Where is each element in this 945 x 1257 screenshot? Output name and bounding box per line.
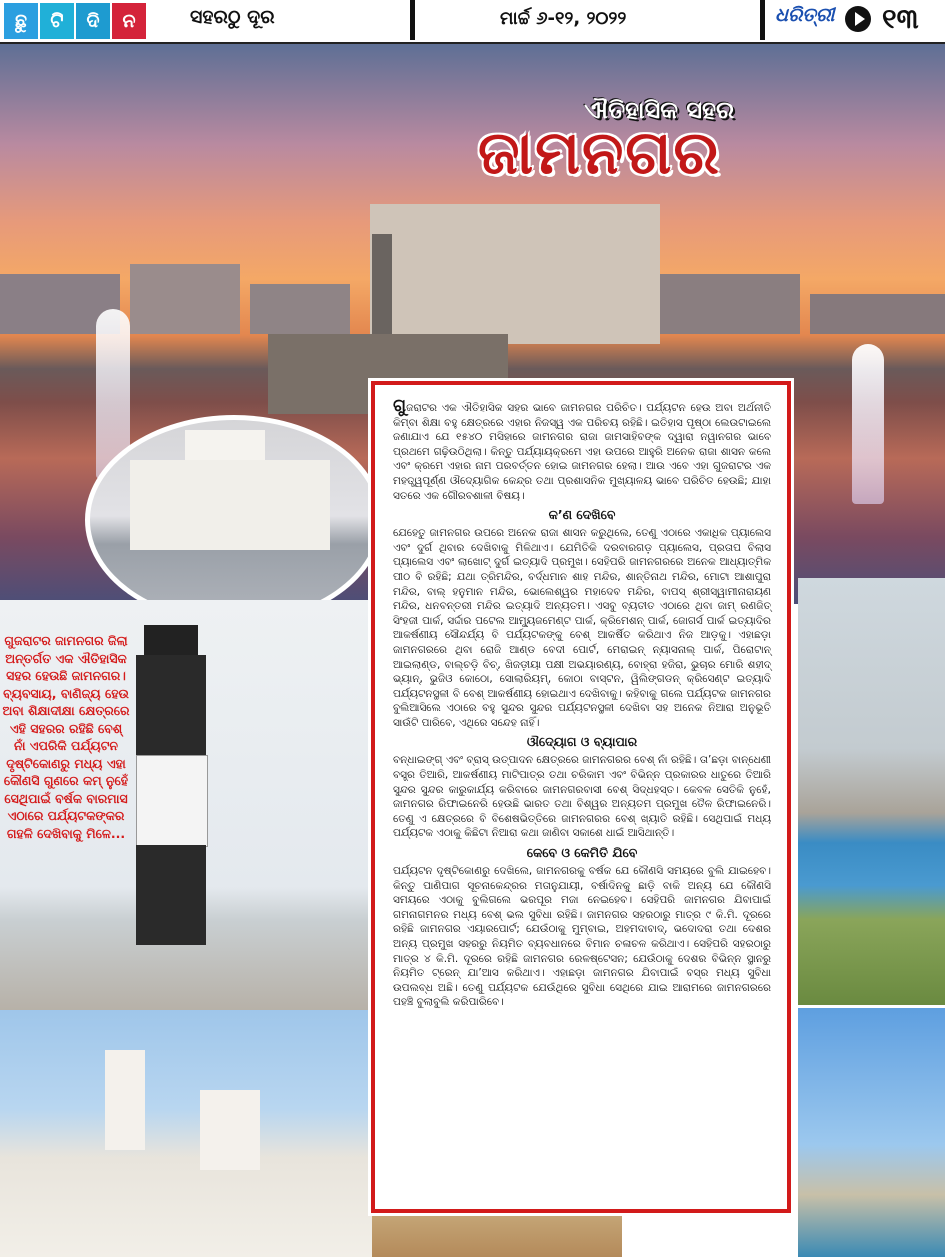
brand-letter: ନ (112, 3, 146, 39)
page-title: ଜାମନଗର (478, 118, 721, 188)
brand-letter: ଦି (76, 3, 110, 39)
article-intro (393, 396, 771, 503)
play-icon (845, 6, 871, 32)
photo-temple (0, 1010, 385, 1257)
subhead-when-how: କେବେ ଓ କେମିତି ଯିବେ (526, 845, 638, 861)
divider (410, 0, 415, 40)
intro-text: ଜରାଟର ଏକ ଐତିହାସିକ ସହର ଭାବେ ଜାମନଗର ପରିଚିତ। ପର୍ଯ୍ୟଟନ ହେଉ ଅବା ଅର୍ଥନୀତି କିମ୍ବା ଶିକ୍ଷା ବହୁ କ୍ଷେତ୍ରରେ ଏହାର ନିଜସ୍ୱ ଏକ ପରିଚୟ ରହିଛି। ଇତିହାସ ପୃଷ୍ଠା ଲେଉଟାଇଲେ ଜଣାଯାଏ ଯେ ୧୫୪୦ ମସିହାରେ ଜାମନଗର ରାଜା ଜାମସାହିବଙ୍କ ଦ୍ୱାରା ନୱାନଗର ଭାବେ ପ୍ରଥମେ ଗଢ଼ିଉଠିଥିଲା। କିନ୍ତୁ ପର୍ଯ୍ୟାୟକ୍ରମେ ଏହା ଉପରେ ଆହୁରି ଅନେକ ରାଜା ଶାସନ କଲେ ଏବଂ କ୍ରମେ ଏହାର ନାମ ପରବର୍ତ୍ତନ ହୋଇ ଜାମନଗର ହେଲା। ଆଉ ଏବେ ଏହା ଗୁଜରାଟର ଏକ ମହତ୍ତ୍ୱପୂର୍ଣ୍ଣ ଔଦ୍ୟୋଗିକ କେନ୍ଦ୍ର ତଥା ପ୍ରଶାସନିକ ମୁଖ୍ୟାଳୟ ଭାବେ ପରିଚିତ ହେଉଛି; ଯାହା ସତରେ ଏକ ଗୌରବଶାଳୀ ବିଷୟ। (393, 402, 771, 502)
paragraph-when-how: ପର୍ଯ୍ୟଟନ ଦୃଷ୍ଟିକୋଣରୁ ଦେଖିଲେ, ଜାମନଗରକୁ ବର୍ଷକ ଯେ କୌଣସି ସମୟରେ ବୁଲି ଯାଇହେବ। କିନ୍ତୁ ପାଣିପାଗ ସୂଚନାକେନ୍ଦ୍ରର ମତାନୁଯାୟୀ, ବର୍ଷାଦିନକୁ ଛାଡ଼ି ବାକି ଅନ୍ୟ ଯେ କୌଣସି ସମୟରେ ଏଠାକୁ ବୁଲିଗଲେ ଭରପୂର ମଜା ନେଇହେବ। ସେହିପରି ଜାମନଗର ଯିବାପାଇଁ ଗମନାଗମନର ମଧ୍ୟ ବେଶ୍ ଭଲ ସୁବିଧା ରହିଛି। ଜାମନଗର ସହରଠାରୁ ମାତ୍ର ୯ କି.ମି. ଦୂରରେ ରହିଛି ଜାମନଗର ଏୟାରପୋର୍ଟ; ଯେଉଁଠାକୁ ମୁମ୍ବାଇ, ଅହମଦାବାଦ୍, ଭଦୋଦରା ତଥା ଦେଶର ଅନ୍ୟ ପ୍ରମୁଖ ସହରରୁ ନିୟମିତ ବ୍ୟବଧାନରେ ବିମାନ ଚଳାଚଳ କରିଥାଏ। ସେହିପରି ସହରଠାରୁ ମାତ୍ର ୪ କି.ମି. ଦୂରରେ ରହିଛି ଜାମନଗର ରେଳଷ୍ଟେସନ; ଯେଉଁଠାକୁ ଦେଶର ବିଭିନ୍ନ ସ୍ଥାନରୁ ନିୟମିତ ଟ୍ରେନ୍ ଯା’ଆସ କରିଥାଏ। ଏହାଛଡ଼ା ଜାମନଗର ଯିବାପାଇଁ ବସ୍‌ର ମଧ୍ୟ ସୁବିଧା ଉପଲବ୍ଧ ଅଛି। ତେଣୁ ପର୍ଯ୍ୟଟକ ଯେଉଁଥିରେ ସୁବିଧା ସେଥିରେ ଯାଇ ଆରାମରେ ଜାମନଗରରେ ପହଞ୍ଚି ବୁଲାବୁଲି କରିପାରିବେ। (393, 865, 771, 1009)
fountain-right (852, 344, 884, 504)
section-brand (4, 3, 146, 39)
publication-name: ଧରିତ୍ରୀ (775, 4, 835, 26)
photo-lake-bottom (798, 1008, 945, 1257)
brand-letter: ଟି (40, 3, 74, 39)
title-kicker: ଐତିହାସିକ ସହର (584, 96, 735, 124)
palace-body (130, 460, 330, 550)
article-body (371, 381, 791, 1213)
section-title: ସହରଠୁ ଦୂର (190, 6, 275, 28)
lighthouse-band (136, 655, 206, 755)
intro-blurb: ଗୁଜରାଟର ଜାମନଗର ଜିଲା ଅନ୍ତର୍ଗତ ଏକ ଐତିହାସିକ ସହର ହେଉଛି ଜାମନଗର। ବ୍ୟବସାୟ, ବାଣିଜ୍ୟ ହେଉ ଅବା ଶିକ୍ଷାଦୀକ୍ଷା କ୍ଷେତ୍ରରେ ଏହି ସହରର ରହିଛି ବେଶ୍ ନାଁ ଏପରିକି ପର୍ଯ୍ୟଟନ ଦୃଷ୍ଟିକୋଣରୁ ମଧ୍ୟ ଏହା କୌଣସି ଗୁଣରେ କମ୍ ନୁହେଁ ସେଥିପାଇଁ ବର୍ଷକ ବାରମାସ ଏଠାରେ ପର୍ଯ୍ୟଟକଙ୍କର ଗହଳି ଦେଖିବାକୁ ମିଳେ... (2, 633, 130, 841)
page-header (0, 0, 945, 44)
publication-logo (775, 4, 834, 26)
inset-photo-palace (85, 415, 383, 625)
lakhota-palace (370, 204, 660, 344)
lighthouse-band (136, 845, 206, 945)
lighthouse-band (136, 755, 208, 847)
temple-spire (105, 1050, 145, 1150)
temple-dome (200, 1090, 260, 1170)
paragraph-industry: ବନ୍ଧାଇଙ୍ଗ୍ ଏବଂ ବ୍ରାସ୍ ଉତ୍ପାଦନ କ୍ଷେତ୍ରରେ ଜାମନଗରର ବେଶ୍ ନାଁ ରହିଛି। ତା’ଛଡ଼ା ବାନ୍ଧେଣୀ ବସ୍ତ୍ର ତିଆରି, ଆକର୍ଷଣୀୟ ମାଟିପାତ୍ର ତଥା ଚରିକାମ ଏବଂ ବିଭିନ୍ନ ପ୍ରକାରର ଧାତୁରେ ତିଆରି ସୁନ୍ଦର ସୁନ୍ଦର କାରୁକାର୍ଯ୍ୟ କରିବାରେ ଜାମନଗରବାସୀ ବେଶ୍ ସିଦ୍ଧହସ୍ତ। କେବଳ ସେତିକି ନୁହେଁ, ଜାମନଗର ରିଫାଇନେରି ହେଉଛି ଭାରତ ତଥା ବିଶ୍ୱର ଅନ୍ୟତମ ପ୍ରମୁଖ ତୈଳ ରିଫାଇନେରି। ତେଣୁ ଏ କ୍ଷେତ୍ରରେ ବି ବିଶେଷଭିତ୍ତିରେ ଜାମନଗରର ବେଶ୍ ଖ୍ୟାତି ରହିଛି। ସେଥିପାଇଁ ମଧ୍ୟ ପର୍ଯ୍ୟଟକ ଏଠାକୁ କିଛିଟା ନିଆରା କଥା ଜାଣିବା ସକାଶେ ଧାଇଁ ଆସିଥାନ୍ତି। (393, 754, 771, 840)
photo-dam-lake (798, 578, 945, 1005)
subhead-what-to-see: କ’ଣ ଦେଖିବେ (548, 507, 616, 523)
lighthouse-lantern (144, 625, 198, 655)
paragraph-what-to-see: ଯେହେତୁ ଜାମନଗର ଉପରେ ଅନେକ ରାଜା ଶାସନ କରୁଥିଲେ, ତେଣୁ ଏଠାରେ ଏକାଧିକ ପ୍ୟାଲେସ ଏବଂ ଦୁର୍ଗ ଥିବାର ଦେଖିବାକୁ ମିଳିଥାଏ। ଯେମିତିକି ଦରବାରଗଡ଼ ପ୍ୟାଲେସ, ପ୍ରତାପ ବିଲାସ ପ୍ୟାଲେସ ଏବଂ ଲାଖୋଟ୍ ଦୁର୍ଗ ଇତ୍ୟାଦି ପ୍ରମୁଖ। ସେହିପରି ଜାମନଗରରେ ଅନେକ ଆଧ୍ୟାତ୍ମିକ ପୀଠ ବି ରହିଛି; ଯଥା ତ୍ରିମନ୍ଦିର, ବର୍ଦ୍ଧମାନ ଶାହ ମନ୍ଦିର, ଶାନ୍ତିନାଥ ମନ୍ଦିର, ମୋଟା ଆଶାପୁରା ମନ୍ଦିର, ବାଲ୍ ହନୁମାନ ମନ୍ଦିର, ଭୋଲେଶ୍ୱର ମହାଦେବ ମନ୍ଦିର, ବାପସ୍ ଶ୍ରୀସ୍ୱାମୀନାରାୟଣ ମନ୍ଦିର, ଧନବନ୍ତରୀ ମନ୍ଦିର ଇତ୍ୟାଦି ଅନ୍ୟତମ। ଏସବୁ ବ୍ୟତୀତ ଏଠାରେ ଥିବା ଜାମ୍ ରଣଜିତ୍ ସିଂହଜୀ ପାର୍କ, ସର୍ଦ୍ଦାର ପଟେଲ ଆମ୍ୟୁଜମେଣ୍ଟ ପାର୍କ, କ୍ରିମେଶନ୍ ପାର୍କ, ଜୋଗର୍ସ ପାର୍କ ଇତ୍ୟାଦିର ଆକର୍ଷଣୀୟ ସୌନ୍ଦର୍ଯ୍ୟ ବି ପର୍ଯ୍ୟଟକଙ୍କୁ ବେଶ୍ ଆକର୍ଷିତ କରିଥାଏ ନିଜ ଆଡ଼କୁ। ଏହାଛଡ଼ା ଜାମନଗରରେ ଥିବା ରୋଜି ଆଣ୍ଡ ବେଦୀ ପୋର୍ଟ, ମେରାଇନ୍ ନ୍ୟାସନାଲ୍ ପାର୍କ, ପିରୋଟାନ୍ ଆଇଲାଣ୍ଡ, ବାଲ୍ଚଡ଼ି ବିଚ୍, ଖିଜଡ଼ୀୟା ପକ୍ଷୀ ଅଭୟାରଣ୍ୟ, ବୋହ୍ରା ହଜିରା, ଭୁଚାର ମୋରି ଶହୀଦ୍ ଭ୍ୟାନ୍, ଭୁଜିଓ କୋଠୋ, ସୋଲାରିୟମ୍, କୋଠା ବାସ୍ଟନ, ୱିଲିଙ୍ଗଡନ୍ କ୍ରିସେଣ୍ଟ ଇତ୍ୟାଦି ପର୍ଯ୍ୟଟନସ୍ଥଳୀ ବି ବେଶ୍ ଆକର୍ଷଣୀୟ ହୋଇଥାଏ ଦେଖିବାକୁ। କହିବାକୁ ଗଲେ ପର୍ଯ୍ୟଟକ ଜାମନଗର ବୁଲିଆସିଲେ ଏଠାରେ ବହୁ ସୁନ୍ଦର ସୁନ୍ଦର ପର୍ଯ୍ୟଟନସ୍ଥଳୀ ଦେଖିବା ସହ ଅନେକ ନିଆରା ଅନୁଭୂତି ସାଉଁଟି ପାରିବେ, ଏଥିରେ ସନ୍ଦେହ ନାହିଁ। (393, 527, 771, 729)
divider (760, 0, 765, 40)
issue-date: ମାର୍ଚ୍ଚ ୬-୧୨, ୨୦୨୨ (500, 8, 627, 29)
drop-cap: ଗୁ (393, 396, 407, 416)
subhead-industry: ଔଦ୍ୟୋଗ ଓ ବ୍ୟାପାର (526, 734, 638, 750)
page-number: ୧୩ (882, 2, 919, 35)
brand-letter: ଛୁ (4, 3, 38, 39)
lighthouse (136, 625, 206, 945)
